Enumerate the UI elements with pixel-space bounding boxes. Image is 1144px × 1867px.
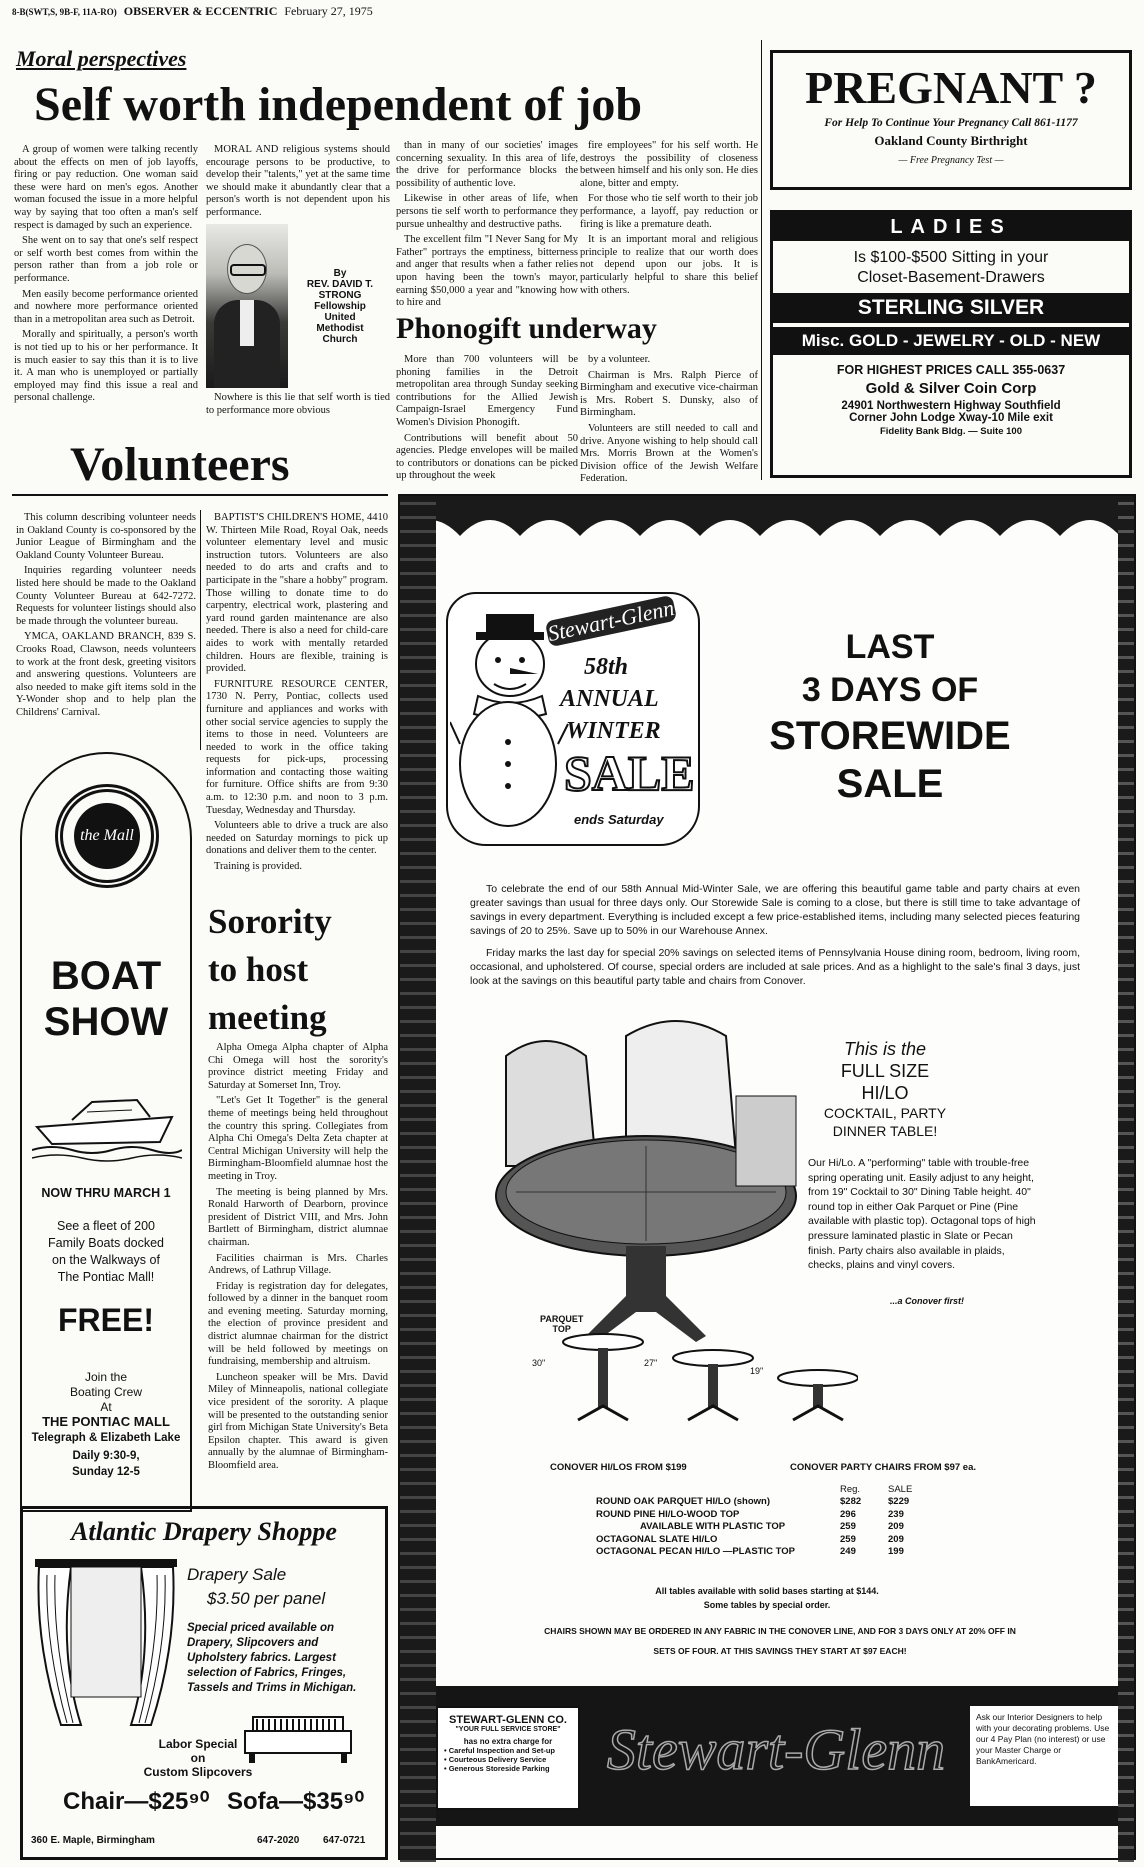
boat-illustration [32, 1072, 182, 1162]
sale-intro: Friday marks the last day for special 20% savings on selected items of Pennsylvania House dining room, bedroom, living room, occasional, and upholstered. Of course, special orders are included at sale prices. And as a highlight to the sale's final 3 days, just look at the savings on this beautiful party table and chairs from Conover. [470, 947, 1080, 987]
boat-join: Join the Boating Crew At [69, 1370, 143, 1414]
stewart-bullet: • Generous Storeside Parking [444, 1764, 550, 1773]
stewart-tagline: "YOUR FULL SERVICE STORE" [455, 1726, 561, 1733]
moral-paragraph: She went on to say that one's self respect or self worth best comes from within the person rather than from a job role or performance. [14, 235, 198, 284]
pregnant-line: — Free Pregnancy Test — [898, 155, 1004, 166]
sorority-paragraph: Facilities chairman is Mrs. Charles Andrews, of Lathrup Village. [208, 1252, 388, 1277]
sorority-headline [208, 898, 388, 1042]
moral-paragraph: MORAL AND religious systems should encourage persons to be productive, to develop their "talents," yet at the same time we should make it abundantly clear that a person's worth is not dependent upon his performance. [206, 144, 390, 218]
stewart-ad [398, 494, 1136, 1860]
paper-name: OBSERVER & ECCENTRIC [123, 4, 278, 18]
sorority-body [208, 1042, 388, 1476]
stewart-logo-script: Stewart-Glenn [606, 1717, 946, 1782]
height-label: 19" [750, 1366, 764, 1376]
stewart-left-border [400, 496, 436, 1862]
volunteers-paragraph: YMCA, OAKLAND BRANCH, 839 S. Crooks Road, Clawson, needs volunteers to work at the front desk, greeting visitors and answering questions. Volunteers are also needed to make gift items sold in the Y-Wonder shop and to help plan the Childrens' Carnival. [16, 631, 196, 718]
parquet-line: PARQUET [540, 1314, 584, 1324]
drapery-sale: Drapery Sale [187, 1565, 287, 1584]
drapery-price: $3.50 per panel [207, 1589, 326, 1608]
bullet-text: Generous Storeside Parking [448, 1764, 550, 1773]
ladies-offer: Closet-Basement-Drawers [857, 269, 1045, 286]
moral-paragraph: The excellent film "I Never Sang for My Father" portrays the emptiness, bitterness and anger that results when a father relies upon having been the town's mayor, earning $50,000 a year and "knowing how to hire and [396, 234, 578, 309]
divider [12, 494, 388, 496]
phonogift-paragraph: by a volunteer. [588, 354, 651, 365]
price-reg: 259 [840, 1533, 856, 1545]
price-item: ROUND OAK PARQUET HI/LO (shown) [596, 1496, 770, 1507]
labor-line: on [190, 1751, 206, 1765]
volunteers-paragraph: Training is provided. [214, 861, 302, 873]
special-order-note: Some tables by special order. [703, 1600, 831, 1610]
folio: 8-B(SWT,S, 9B-F, 11A-RO) [12, 7, 117, 17]
height-label: 27" [644, 1358, 658, 1368]
misc-banner: Misc. GOLD - JEWELRY - OLD - NEW [773, 327, 1129, 355]
boat-desc: See a fleet of 200 Family Boats docked on the Walkways of The Pontiac Mall! [47, 1219, 165, 1284]
phonogift-paragraph: Chairman is Mrs. Ralph Pierce of Birmingham and executive vice-chairman is Mrs. Robert S. Dunsky, also of Birmingham. [580, 369, 758, 419]
volunteers-col-1 [16, 512, 196, 723]
sale-annual: ANNUAL [560, 686, 659, 712]
pregnant-line: For Help To Continue Your Pregnancy Call 861-1177 [824, 117, 1078, 129]
curtain-illustration [31, 1555, 181, 1735]
volunteers-col-2 [206, 512, 388, 877]
drapery-phone: 647-0721 [323, 1835, 366, 1846]
hilo-line: HI/LO [861, 1083, 909, 1103]
drapery-desc: Special priced available on Drapery, Slipcovers and Upholstery fabrics. Largest selection of Fabrics, Fringes, Tassels and Trims in Michigan. [187, 1622, 357, 1694]
ladies-ad [770, 210, 1132, 478]
stewart-info-box [436, 1706, 580, 1810]
ladies-address: Corner John Lodge Xway-10 Mile exit [849, 412, 1053, 424]
last-days-line: SALE [836, 762, 944, 806]
moral-col-1 [14, 144, 198, 408]
boat-dates: NOW THRU MARCH 1 [41, 1186, 171, 1200]
byline-line: By [333, 268, 347, 279]
boat-title: SHOW [43, 1000, 169, 1044]
volunteers-paragraph: Inquiries regarding volunteer needs listed here should be made to the Oakland County Volunteer Bureau at 642-7272. Requests for volunteer listings should also be made through the volunteer bureau. [16, 565, 196, 627]
mall-logo-disc [74, 803, 140, 869]
drapery-phone: 647-2020 [257, 1835, 300, 1846]
sorority-headline-line: to host [208, 950, 309, 989]
chairs-note: SETS OF FOUR. AT THIS SAVINGS THEY START AT $97 EACH! [653, 1646, 907, 1656]
hilo-desc: Our Hi/Lo. A "performing" table with trouble-free spring operating unit. Easily adjust to any height, from 19" Cocktail to 30" Dining Table height. 40" round top in either Oak Parquet or Pine (Pine available with plastic top). Octagonal tops of high pressure laminated plastic in Slate or Pecan finish. Party chairs also available in plaids, checks, plains and vinyl covers. [808, 1157, 1036, 1272]
masthead [12, 4, 1132, 24]
sale-intro: To celebrate the end of our 58th Annual Mid-Winter Sale, we are offering this beautiful game table and party chairs at even greater savings than usual for three days only. Our Storewide Sale is coming to a close, but there is still time to take advantage of savings in every department. Everything is included except a few price-established items, including many selected pieces featuring savings of 20 to 25%. Save up to 50% in our Warehouse Annex. [470, 883, 1080, 937]
drapery-name: Atlantic Drapery Shoppe [71, 1517, 337, 1546]
phonogift-col-2 [580, 354, 758, 489]
volunteers-paragraph: This column describing volunteer needs in Oakland County is co-sponsored by the Junior League of Birmingham and the Oakland County Volunteer Bureau. [16, 512, 196, 561]
hilo-line: COCKTAIL, PARTY [823, 1105, 947, 1121]
price-item: OCTAGONAL PECAN HI/LO —PLASTIC TOP [596, 1546, 795, 1557]
ladies-banner: LADIES [773, 213, 1129, 241]
phonogift-paragraph: More than 700 volunteers will be phoning families in the Detroit metropolitan area through Sunday seeking contributions for the Allied Jewish Campaign-Israel Emergency Fund Women's Division Phonogift. [396, 354, 578, 428]
stewart-no-charge: has no extra charge for [463, 1737, 553, 1746]
price-row [596, 1521, 926, 1534]
ladies-prices: FOR HIGHEST PRICES CALL 355-0637 [836, 363, 1066, 377]
pregnant-headline: PREGNANT ? [805, 62, 1097, 113]
price-item: AVAILABLE WITH PLASTIC TOP [640, 1521, 786, 1532]
price-sale: 199 [888, 1546, 904, 1557]
hilo-line: FULL SIZE [840, 1061, 930, 1081]
stewart-bullet: • Careful Inspection and Set-up [444, 1746, 555, 1755]
byline-line: Church [322, 334, 358, 345]
sale-badge [446, 592, 700, 846]
paper-date: February 27, 1975 [284, 4, 373, 18]
sale-sale: SALE [564, 745, 695, 801]
price-item: OCTAGONAL SLATE HI/LO [596, 1533, 718, 1545]
sofa-price: Sofa—$35⁹⁰ [227, 1788, 365, 1815]
sorority-paragraph: Alpha Omega Alpha chapter of Alpha Chi Omega will host the sorority's province district meeting Friday and Saturday at Somerset Inn, Troy. [208, 1042, 388, 1091]
mall-location: Telegraph & Elizabeth Lake [31, 1432, 181, 1444]
price-row [596, 1496, 926, 1509]
byline-line: Methodist [316, 323, 364, 334]
moral-paragraph: Likewise in other areas of life, when persons tie self worth to performance they pursue unhealthy and destructive paths. [396, 193, 578, 230]
price-sale: 239 [888, 1508, 904, 1520]
boat-free: FREE! [58, 1302, 154, 1338]
moral-kicker: Moral perspectives [16, 46, 187, 71]
mall-logo: the Mall [80, 827, 134, 844]
price-sale: 209 [888, 1533, 904, 1545]
price-sale: $229 [888, 1496, 910, 1507]
moral-col-3 [396, 140, 578, 313]
last-days-line: LAST [845, 628, 935, 666]
price-row [596, 1546, 926, 1559]
price-sale: 209 [888, 1521, 904, 1532]
price-reg: 249 [840, 1546, 856, 1557]
drapery-address: 360 E. Maple, Birmingham [31, 1835, 155, 1846]
bullet-text: Courteous Delivery Service [448, 1755, 547, 1764]
price-table [596, 1484, 926, 1559]
sale-ends: ends Saturday [574, 812, 664, 827]
ladies-company: Gold & Silver Coin Corp [865, 380, 1037, 397]
phonogift-paragraph: Volunteers are still needed to call and drive. Anyone wishing to help should call Mrs. Morris Brown at the Women's Division office of the Jewish Welfare Federation. [580, 422, 758, 485]
volunteers-paragraph: Volunteers able to drive a truck are also needed on Saturday mornings to pick up donations and deliver them to the center. [206, 820, 388, 857]
price-reg: 259 [840, 1521, 856, 1532]
chair-price: Chair—$25⁹⁰ [63, 1788, 210, 1815]
sorority-paragraph: The meeting is being planned by Mrs. Ronald Harworth of Dearborn, province president of District VIII, and Mrs. John Bartlett of Birmingham, district alumnae chairman. [208, 1186, 388, 1248]
hilo-from: CONOVER HI/LOS FROM $199 [550, 1462, 687, 1473]
moral-col-2 [206, 144, 390, 223]
labor-special [143, 1737, 253, 1779]
sorority-headline-line: meeting [208, 998, 327, 1037]
conover-first: ...a Conover first! [890, 1296, 965, 1306]
hilo-line: DINNER TABLE! [832, 1123, 938, 1139]
labor-line: Custom Slipcovers [143, 1765, 253, 1779]
moral-headline: Self worth independent of job [34, 78, 643, 131]
price-header [596, 1484, 926, 1496]
sale-winter: WINTER [566, 718, 661, 744]
sorority-headline-line: Sorority [208, 902, 332, 941]
sterling-banner: STERLING SILVER [773, 293, 1129, 323]
col-sale: SALE [888, 1484, 913, 1495]
moral-paragraph: A group of women were talking recently about the effects on men of job layoffs, firing or pay reduction. One woman said these were hard on men's egos. Another woman focused the issue in a more helpful way by saying that too often a man's self respect is damaged by such an experience. [14, 144, 198, 231]
byline-line: United [324, 312, 356, 323]
stewart-footer [436, 1686, 1118, 1826]
mall-name: THE PONTIAC MALL [42, 1414, 170, 1429]
moral-paragraph: For those who tie self worth to their job performance, a layoff, pay reduction or firing is like a premature death. [580, 193, 758, 230]
phonogift-paragraph: Contributions will benefit about 50 agencies. Pledge envelopes will be mailed to contributors or donations can be picked up throughout the week [396, 432, 578, 482]
last-days [730, 626, 1050, 808]
sale-anniv: 58th [584, 654, 629, 680]
moral-paragraph: Nowhere is this lie that self worth is tied to performance more obvious [206, 392, 390, 416]
phonogift-headline: Phonogift underway [396, 312, 657, 345]
sorority-paragraph: "Let's Get It Together" is the general theme of meetings being held throughout the country this spring. Collegiates from Alpha Chi Omega's Delta Zeta chapter at Central Michigan University will help the Birmingham-Bloomfield alumnae host the meeting in Troy. [208, 1095, 388, 1182]
price-item: ROUND PINE HI/LO-WOOD TOP [596, 1508, 740, 1520]
bullet-text: Careful Inspection and Set-up [448, 1746, 555, 1755]
stewart-bullet: • Courteous Delivery Service [444, 1755, 547, 1764]
price-row [596, 1509, 926, 1522]
volunteers-paragraph: BAPTIST'S CHILDREN'S HOME, 4410 W. Thirteen Mile Road, Royal Oak, needs volunteer elementary level and music instruction tutors. Volunteers are also needed to do arts and crafts and to participate in the "share a hobby" program. Those willing to donate time to do carpentry, electrical work, plastering and yard round garden maintenance are also needed. There is also a need for child-care aides to work with mentally retarded children. Hours are flexible, training is provided. [206, 512, 388, 675]
byline-line: REV. DAVID T. [306, 279, 374, 290]
pregnant-line: Oakland County Birthright [874, 133, 1028, 148]
ladies-offer: Is $100-$500 Sitting in your [853, 249, 1049, 266]
table-heights-illustration [558, 1328, 858, 1428]
column-rule [761, 40, 762, 480]
mall-hours: Sunday 12-5 [72, 1466, 140, 1478]
drapery-ad [20, 1506, 388, 1860]
phonogift-col-1 [396, 354, 578, 486]
byline-line: Fellowship [314, 301, 366, 312]
last-days-line: 3 DAYS OF [801, 671, 979, 709]
moral-col-2-bottom [206, 392, 390, 420]
solid-bases-note: All tables available with solid bases starting at $144. [655, 1586, 879, 1596]
author-photo [206, 224, 288, 388]
mall-hours: Daily 9:30-9, [72, 1450, 140, 1462]
moral-paragraph: Morally and spiritually, a person's worth is not tied up to his or her performance. It is much easier to say this than it is to live it. A man who is unemployed or partially employed may find this issue a real and personal challenge. [14, 329, 198, 404]
labor-line: Labor Special [158, 1737, 238, 1751]
price-reg: $282 [840, 1496, 862, 1507]
hilo-line: This is the [843, 1039, 927, 1059]
moral-paragraph: than in many of our societies' images concerning sexuality. In this area of life, the drive for performance blocks the possibility of authentic love. [396, 140, 578, 189]
chairs-note: CHAIRS SHOWN MAY BE ORDERED IN ANY FABRIC IN THE CONOVER LINE, AND FOR 3 DAYS ONLY AT 20% OFF IN [544, 1626, 1016, 1636]
ladies-address: 24901 Northwestern Highway Southfield [841, 400, 1061, 412]
last-days-line: STOREWIDE [769, 714, 1011, 758]
price-reg: 296 [840, 1508, 856, 1520]
volunteers-headline: Volunteers [70, 438, 290, 491]
price-row [596, 1534, 926, 1547]
col-reg: Reg. [840, 1484, 861, 1495]
sorority-paragraph: Friday is registration day for delegates, followed by a dinner in the banquet room and evening meeting. Saturday morning, the election of province president and district alumnae chairman for the district will be held followed by meetings on fundraising, membership and altruism. [208, 1280, 388, 1368]
chairs-from: CONOVER PARTY CHAIRS FROM $97 ea. [790, 1462, 976, 1473]
moral-paragraph: It is an important moral and religious principle to realize that our worth does not depend upon our jobs. It is particularly helpful to share this belief with others. [580, 234, 758, 296]
ladies-address: Fidelity Bank Bldg. — Suite 100 [879, 426, 1022, 437]
height-label: 30" [532, 1358, 546, 1368]
hilo-title [810, 1038, 960, 1140]
moral-paragraph: fire employees" for his self worth. He destroys the possibility of closeness between himself and his only son. He dies alone, bitter and empty. [580, 140, 758, 189]
byline [290, 268, 390, 345]
moral-col-4 [580, 140, 758, 300]
scalloped-border [400, 496, 1134, 536]
column-rule [200, 510, 201, 750]
stewart-company: STEWART-GLENN CO. [449, 1714, 567, 1726]
sale-script: Stewart-Glenn [545, 594, 677, 647]
moral-paragraph: Men easily become performance oriented and nowhere more performance oriented than in a metropolitan area such as Detroit. [14, 288, 198, 325]
mall-ad [20, 752, 192, 1512]
pregnant-ad [770, 50, 1132, 190]
stewart-right-border [1118, 496, 1134, 1862]
boat-title: BOAT [50, 954, 162, 998]
sorority-paragraph: Luncheon speaker will be Mrs. David Miley of Minneapolis, national collegiate vice president of the sorority. A plaque will be presented to the outstanding senior girl from Michigan State University's Beta Epsilon chapter. This award is given annually by the alumnae of Birmingham-Bloomfield area. [208, 1371, 388, 1471]
volunteers-paragraph: FURNITURE RESOURCE CENTER, 1730 N. Perry, Pontiac, collects used furniture and appliances and works with other social service agencies to supply the items to those in need. Volunteers are needed to work in the office taking requests for pick-ups, processing information and contacting those waiting for furniture. Office shifts are from 9:30 a.m. to 12:30 p.m. and noon to 3 p.m. Tuesday, Wednesday and Thursday. [206, 678, 388, 816]
byline-line: STRONG [318, 290, 362, 301]
stewart-designers: Ask our Interior Designers to help with your decorating problems. Use our 4 Pay Plan (no interest) or use your Master Charge or BankAmericard. [970, 1706, 1118, 1806]
sofa-illustration [243, 1709, 353, 1769]
parquet-line: TOP [552, 1324, 571, 1334]
